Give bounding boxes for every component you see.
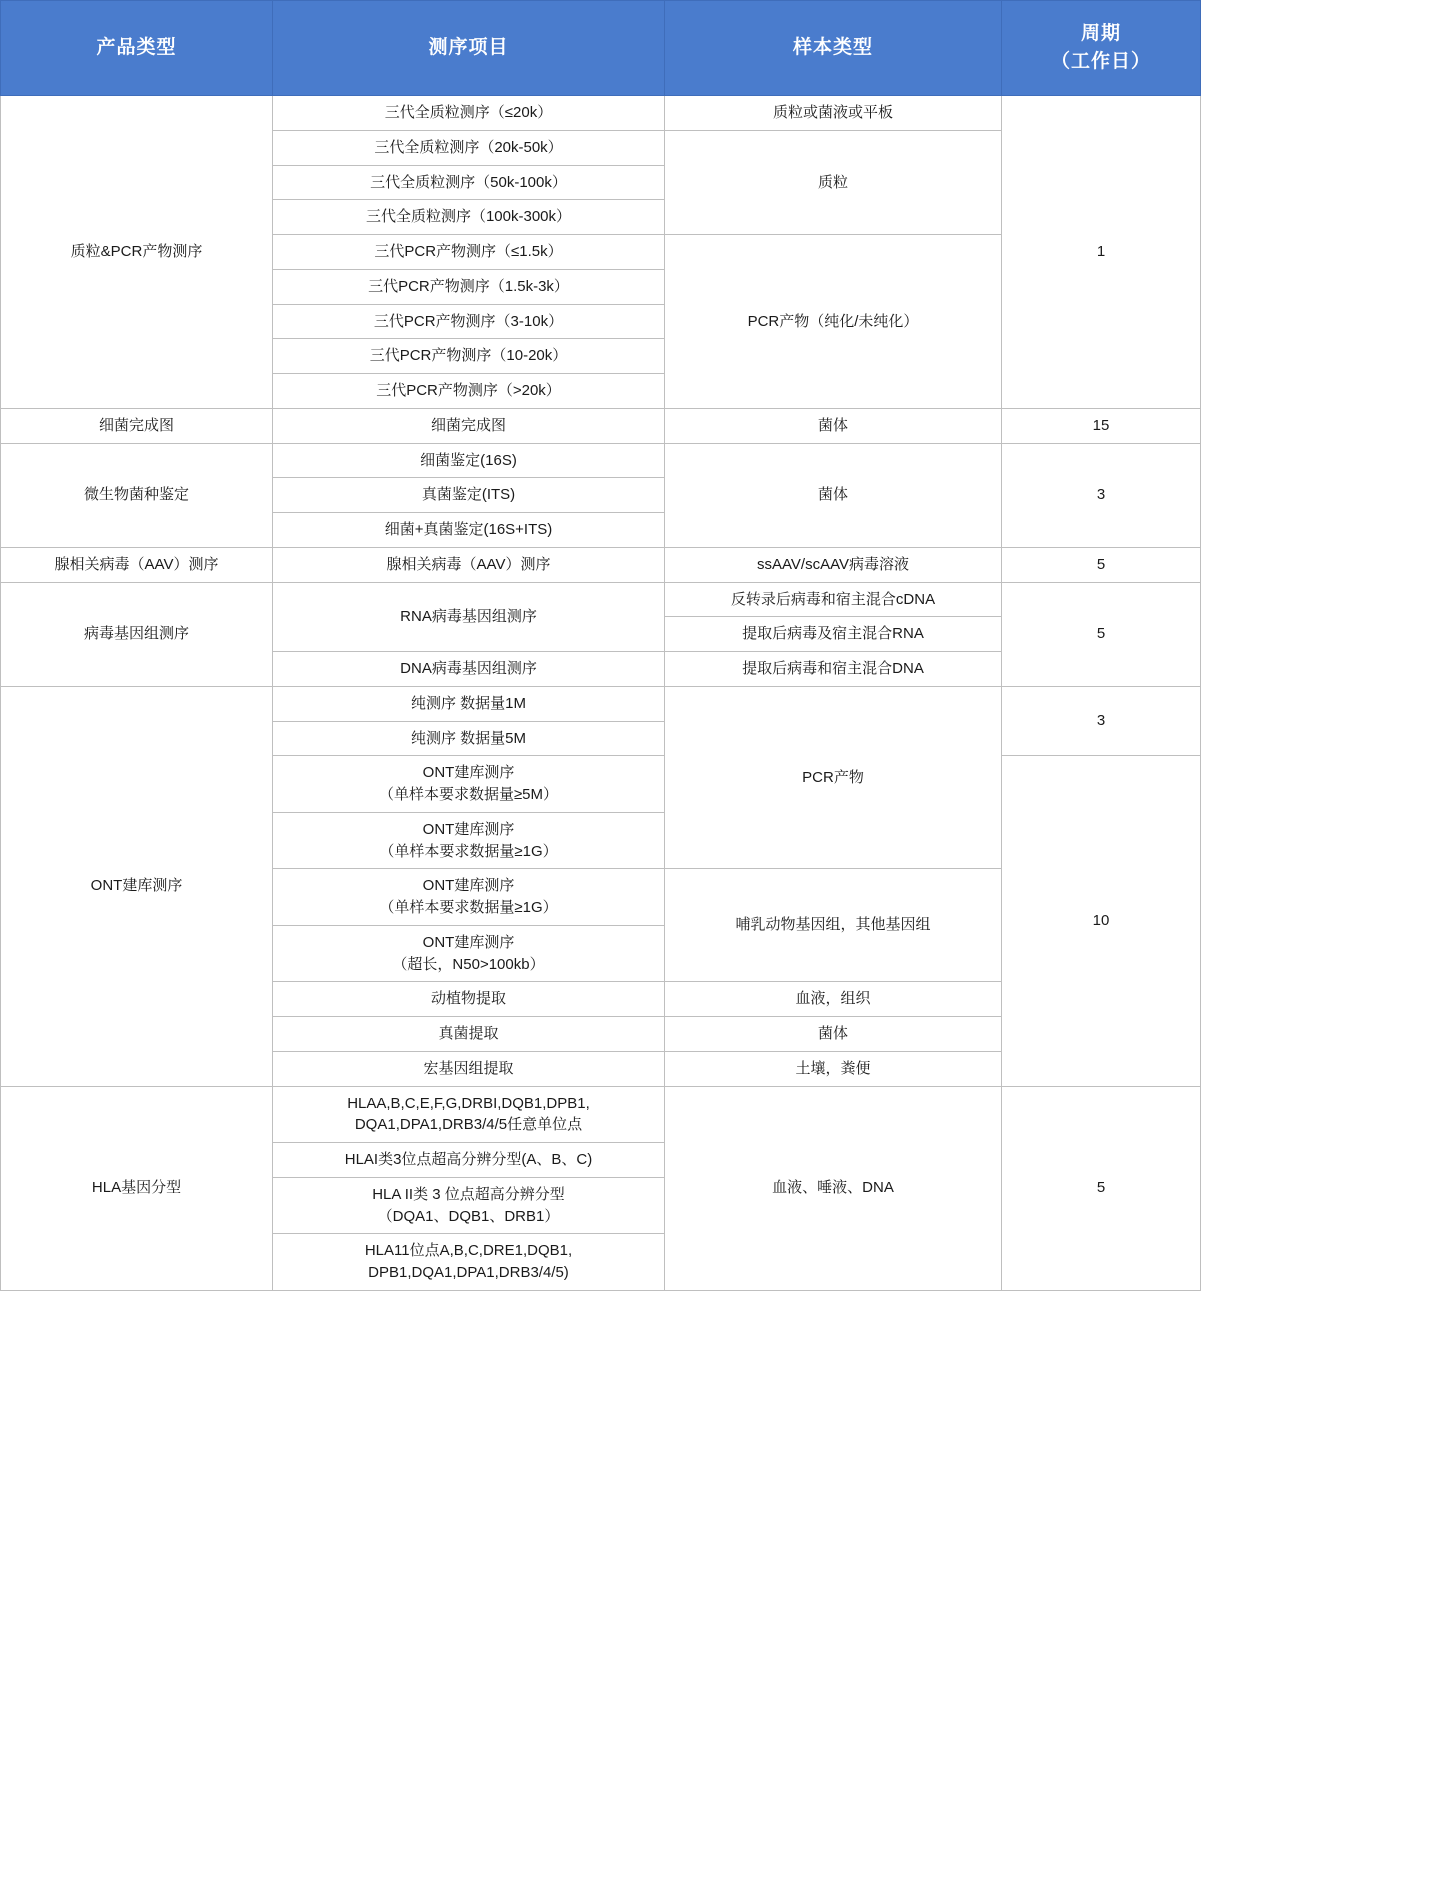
cell-sequencing-project [273,756,665,813]
cell-sample-type: 土壤，粪便 [665,1051,1002,1086]
table-body [1,96,1201,1291]
cell-sequencing-project [273,1177,665,1234]
project-line1: HLAA,B,C,E,F,G,DRBI,DQB1,DPB1, [347,1094,590,1112]
cell-cycle: 3 [1002,443,1201,547]
cell-sequencing-project: 细菌完成图 [273,408,665,443]
cell-cycle: 5 [1002,582,1201,686]
project-line2: DPB1,DQA1,DPA1,DRB3/4/5) [368,1264,569,1281]
cell-sample-type: PCR产物（纯化/未纯化） [665,235,1002,409]
header-cycle-line1: 周期 [1080,23,1121,45]
table-row [1,1086,1201,1143]
header-cycle [1002,1,1201,96]
cell-sample-type: 哺乳动物基因组，其他基因组 [665,869,1002,982]
project-line2: （DQA1、DQB1、DRB1） [377,1207,560,1225]
cell-sequencing-project [273,812,665,869]
table-row [1,547,1201,582]
project-line1: 动植物提取 [430,990,506,1008]
cell-product-type: ONT建库测序 [1,686,273,1086]
table-row [1,96,1201,131]
cell-sample-type: ssAAV/scAAV病毒溶液 [665,547,1002,582]
header-cycle-line2: （工作日） [1050,51,1151,72]
cell-product-type: 腺相关病毒（AAV）测序 [1,547,273,582]
cell-product-type: HLA基因分型 [1,1086,273,1290]
project-line2: （单样本要求数据量≥5M） [378,786,559,803]
table-row [1,582,1201,617]
cell-sequencing-project: 三代PCR产物测序（>20k） [273,374,665,409]
cell-sequencing-project [273,925,665,982]
cell-sequencing-project [273,721,665,756]
header-row [1,1,1201,96]
project-line2: DQA1,DPA1,DRB3/4/5任意单位点 [354,1116,583,1134]
project-line1: ONT建库测序 [422,764,515,782]
project-line1: 宏基因组提取 [423,1059,514,1077]
cell-sample-type: PCR产物 [665,686,1002,869]
project-line2: （单样本要求数据量≥1G） [379,842,558,860]
cell-sequencing-project: 三代PCR产物测序（1.5k-3k） [273,269,665,304]
cell-sample-type: 提取后病毒及宿主混合RNA [665,617,1002,652]
cell-sequencing-project [273,869,665,926]
cell-sample-type: 菌体 [665,443,1002,547]
cell-sequencing-project [273,1051,665,1086]
cell-sequencing-project: 三代全质粒测序（20k-50k） [273,130,665,165]
cell-product-type: 细菌完成图 [1,408,273,443]
cell-cycle: 5 [1002,1086,1201,1290]
cell-sequencing-project [273,686,665,721]
cell-sample-type: 质粒或菌液或平板 [665,96,1002,131]
cell-cycle: 10 [1002,756,1201,1086]
cell-sequencing-project: 三代PCR产物测序（3-10k） [273,304,665,339]
header-product-type: 产品类型 [1,1,273,96]
cell-sequencing-project [273,1086,665,1143]
cell-sequencing-project: 腺相关病毒（AAV）测序 [273,547,665,582]
project-line1: 纯测序 数据量1M [410,694,526,712]
cell-product-type: 质粒&PCR产物测序 [1,96,273,409]
cell-sample-type: 质粒 [665,130,1002,234]
cell-sequencing-project [273,982,665,1017]
table-row [1,408,1201,443]
project-line2: （超长，N50>100kb） [392,955,545,973]
cell-sequencing-project [273,1143,665,1178]
table-row [1,686,1201,721]
project-line1: ONT建库测序 [422,933,515,951]
cell-sample-type: 血液，组织 [665,982,1002,1017]
project-line1: HLAI类3位点超高分辨分型(A、B、C) [344,1151,593,1168]
project-line2: （单样本要求数据量≥1G） [379,899,558,916]
header-sample-type: 样本类型 [665,1,1002,96]
project-line1: 真菌提取 [438,1025,499,1042]
cell-sequencing-project: 三代全质粒测序（100k-300k） [273,200,665,235]
cell-cycle: 1 [1002,96,1201,409]
cell-sample-type: 反转录后病毒和宿主混合cDNA [665,582,1002,617]
project-line1: HLA11位点A,B,C,DRE1,DQB1, [364,1242,573,1260]
cell-sequencing-project: 细菌+真菌鉴定(16S+ITS) [273,513,665,548]
cell-sample-type: 血液、唾液、DNA [665,1086,1002,1290]
project-line1: 纯测序 数据量5M [410,729,526,747]
cell-cycle: 15 [1002,408,1201,443]
cell-product-type: 病毒基因组测序 [1,582,273,686]
project-line1: HLA II类 3 位点超高分辨分型 [372,1185,565,1203]
cell-product-type: 微生物菌种鉴定 [1,443,273,547]
cell-sequencing-project: DNA病毒基因组测序 [273,652,665,687]
cell-sequencing-project: RNA病毒基因组测序 [273,582,665,652]
project-line1: ONT建库测序 [422,820,515,838]
project-line1: ONT建库测序 [422,877,515,895]
table-row [1,443,1201,478]
cell-sample-type: 菌体 [665,408,1002,443]
cell-sequencing-project: 三代全质粒测序（50k-100k） [273,165,665,200]
cell-sequencing-project: 细菌鉴定(16S) [273,443,665,478]
cell-sample-type: 提取后病毒和宿主混合DNA [665,652,1002,687]
table-header [1,1,1201,96]
cell-sequencing-project: 真菌鉴定(ITS) [273,478,665,513]
header-sequencing-project: 测序项目 [273,1,665,96]
cell-sequencing-project: 三代PCR产物测序（10-20k） [273,339,665,374]
cell-sequencing-project: 三代PCR产物测序（≤1.5k） [273,235,665,270]
cell-sample-type: 菌体 [665,1017,1002,1052]
cell-cycle: 3 [1002,686,1201,756]
cell-sequencing-project [273,1234,665,1291]
cell-sequencing-project: 三代全质粒测序（≤20k） [273,96,665,131]
cell-sequencing-project [273,1017,665,1052]
cell-cycle: 5 [1002,547,1201,582]
